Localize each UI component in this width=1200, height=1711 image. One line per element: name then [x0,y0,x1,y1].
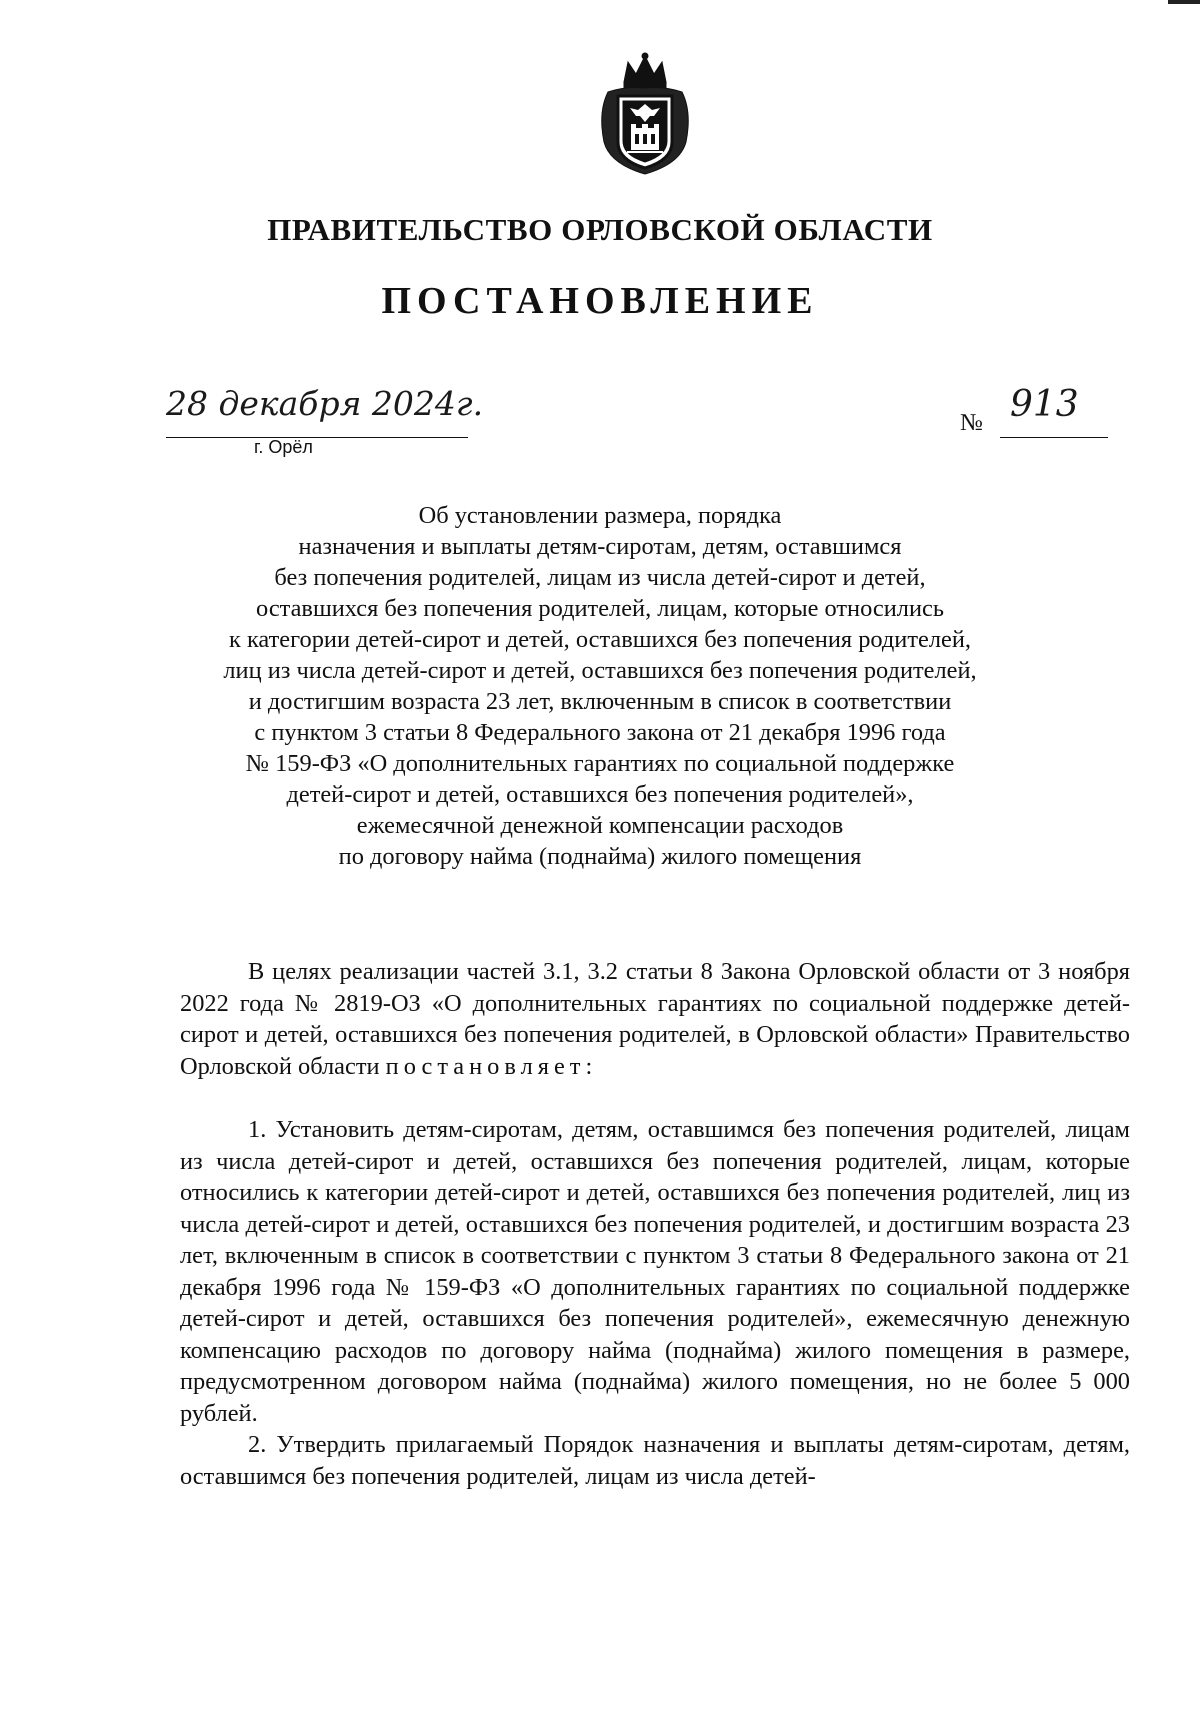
decree-subject [190,500,1010,872]
subject-line: к категории детей-сирот и детей, оставшихся без попечения родителей, [229,626,971,653]
scan-edge-mark [1168,0,1200,4]
subject-line: лиц из числа детей-сирот и детей, оставшихся без попечения родителей, [223,657,977,684]
subject-line: по договору найма (поднайма) жилого помещения [338,843,862,870]
government-title: ПРАВИТЕЛЬСТВО ОРЛОВСКОЙ ОБЛАСТИ [267,212,933,247]
preamble-text: В целях реализации частей 3.1, 3.2 статьи 8 Закона Орловской области от 3 ноября 2022 года № 2819-ОЗ «О дополнительных гарантиях по социальной поддержке детей-сирот и детей, оставшихся без попечения родителей, в Орловской области» Правительство Орловской области [180,958,1130,1080]
date-underline [166,437,468,438]
handwritten-number: 913 [1010,384,1079,425]
decree-body [180,956,1130,1492]
subject-line: и достигшим возраста 23 лет, включенным в список в соответствии [248,688,952,715]
subject-line: детей-сирот и детей, оставшихся без попечения родителей», [286,781,914,808]
city-label: г. Орёл [254,437,313,457]
number-underline [1000,437,1108,438]
handwritten-date: 28 декабря 2024г. [166,384,484,423]
document-type-title: ПОСТАНОВЛЕНИЕ [381,280,819,322]
number-sign: № [960,410,983,436]
subject-line: назначения и выплаты детям-сиротам, детям, оставшимся [298,533,902,560]
subject-line: Об установлении размера, порядка [418,502,782,529]
coat-of-arms-emblem [594,52,696,176]
item-2-paragraph: 2. Утвердить прилагаемый Порядок назначения и выплаты детям-сиротам, детям, оставшимся без попечения родителей, лицам из числа детей- [180,1431,1130,1490]
subject-line: № 159-ФЗ «О дополнительных гарантиях по социальной поддержке [245,750,955,777]
subject-line: с пунктом 3 статьи 8 Федерального закона от 21 декабря 1996 года [254,719,946,746]
subject-line: без попечения родителей, лицам из числа детей-сирот и детей, [274,564,926,591]
item-1-paragraph: 1. Установить детям-сиротам, детям, оставшимся без попечения родителей, лицам из числа детей-сирот и детей, оставшихся без попечения родителей, лицам, которые относились к категории детей-сирот и детей, оставшихся без попечения родителей, лиц из числа детей-сирот и детей, оставшихся без попечения родителей, и достигшим возраста 23 лет, включенным в список в соответствии с пунктом 3 статьи 8 Федерального закона от 21 декабря 1996 года № 159-ФЗ «О дополнительных гарантиях по социальной поддержке детей-сирот и детей, оставшихся без попечения родителей», ежемесячную денежную компенсацию расходов по договору найма (поднайма) жилого помещения в размере, предусмотренном договором найма (поднайма) жилого помещения, но не более 5 000 рублей. [180,1116,1130,1427]
resolves-word: постановляет: [385,1052,598,1080]
subject-line: оставшихся без попечения родителей, лицам, которые относились [256,595,944,622]
subject-line: ежемесячной денежной компенсации расходов [356,812,844,839]
preamble-paragraph [180,956,1130,1082]
